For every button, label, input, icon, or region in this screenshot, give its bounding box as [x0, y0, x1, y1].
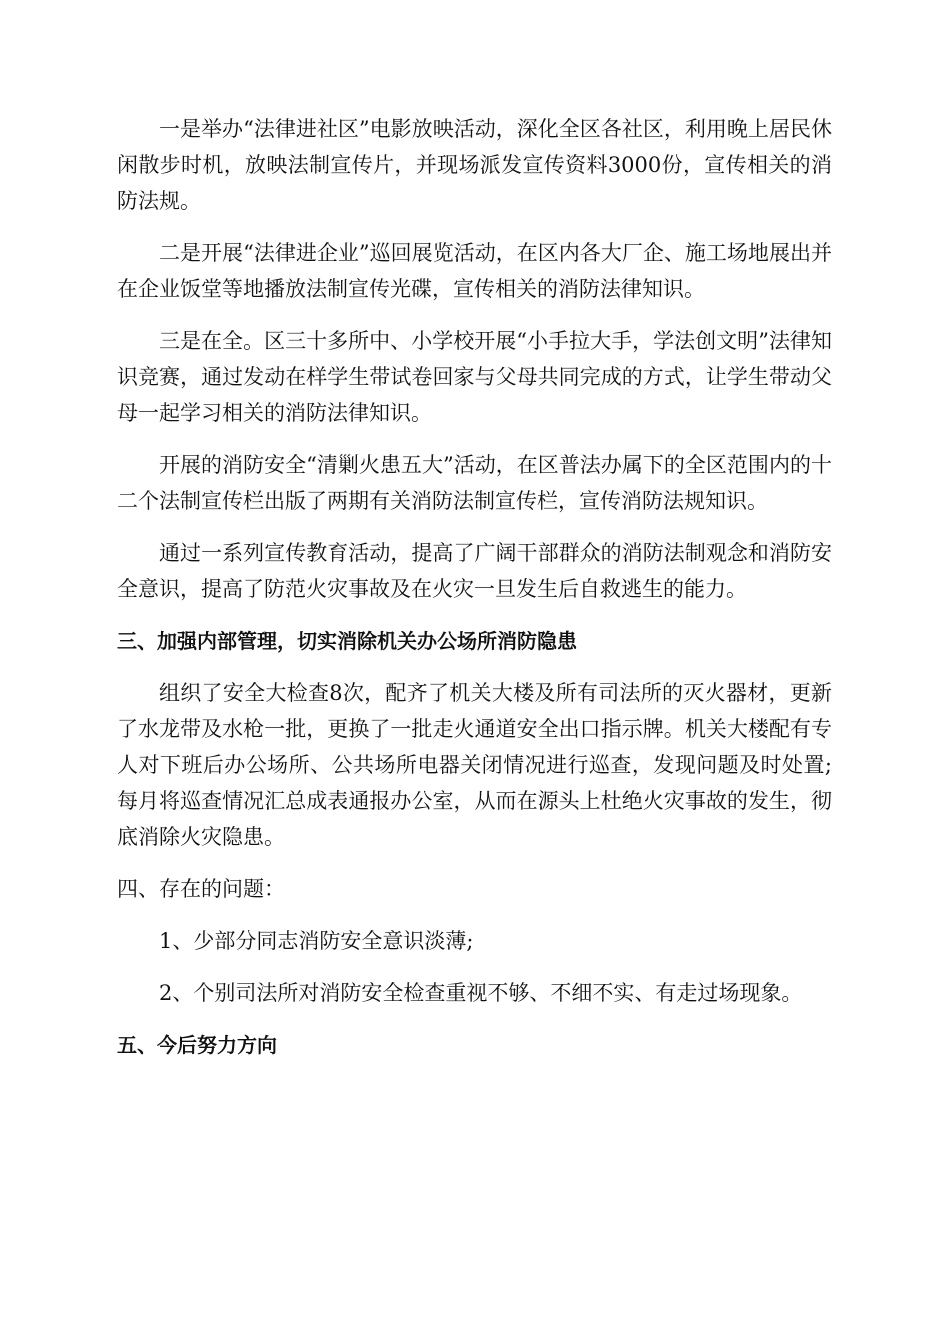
paragraph-fire-campaign: 开展的消防安全“清剿火患五大”活动，在区普法办属下的全区范围内的十二个法制宣传栏出版了两期有关消防法制宣传栏，宣传消防法规知识。: [117, 453, 832, 513]
paragraph-enterprise-exhibition: 二是开展“法律进企业”巡回展览活动，在区内各大厂企、施工场地展出并在企业饭堂等地播放法制宣传光碟，宣传相关的消防法律知识。: [117, 241, 832, 301]
document-page: [117, 111, 832, 1079]
paragraph-education-summary: 通过一系列宣传教育活动，提高了广阔干部群众的消防法制观念和消防安全意识，提高了防范火灾事故及在火灾一旦发生后自救逃生的能力。: [117, 541, 832, 601]
section-heading-internal-management: 三、加强内部管理，切实消除机关办公场所消防隐患: [117, 629, 577, 653]
problem-item-2: 2、个别司法所对消防安全检查重视不够、不细不实、有走过场现象。: [159, 981, 803, 1005]
paragraph-community-film: 一是举办“法律进社区”电影放映活动，深化全区各社区，利用晚上居民休闲散步时机，放映法制宣传片，并现场派发宣传资料3000份，宣传相关的消防法规。: [117, 117, 832, 213]
section-heading-problems: 四、存在的问题：: [117, 877, 285, 901]
section-heading-future-direction: 五、今后努力方向: [117, 1033, 277, 1057]
paragraph-school-contest: 三是在全。区三十多所中、小学校开展“小手拉大手，学法创文明”法律知识竞赛，通过发动在样学生带试卷回家与父母共同完成的方式，让学生带动父母一起学习相关的消防法律知识。: [117, 329, 832, 425]
problem-item-1: 1、少部分同志消防安全意识淡薄;: [159, 929, 474, 953]
paragraph-inspection: 组织了安全大检查8次，配齐了机关大楼及所有司法所的灭火器材，更新了水龙带及水枪一批，更换了一批走火通道安全出口指示牌。机关大楼配有专人对下班后办公场所、公共场所电器关闭情况进行巡查，发现问题及时处置;每月将巡查情况汇总成表通报办公室，从而在源头上杜绝火灾事故的发生，彻底消除火灾隐患。: [117, 681, 832, 849]
